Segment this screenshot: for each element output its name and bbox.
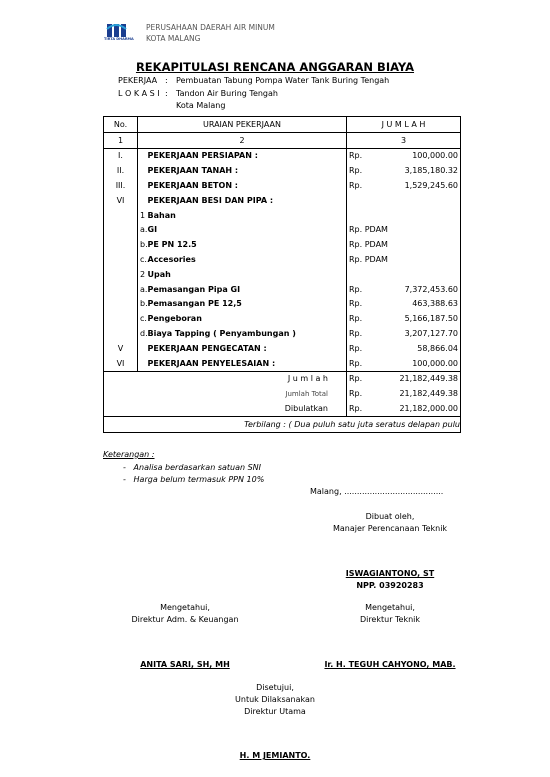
jumlah-total-row xyxy=(104,386,461,401)
row-no: II. xyxy=(104,163,138,178)
header-jumlah: J U M L A H xyxy=(347,117,461,133)
row-no: VI xyxy=(104,356,138,371)
col-number-2: 2 xyxy=(138,132,347,148)
row-rp: Rp. PDAM xyxy=(349,225,388,235)
header-uraian: URAIAN PEKERJAAN xyxy=(138,117,347,133)
row-rp: Rp. xyxy=(349,314,363,324)
row-no xyxy=(104,208,138,223)
notes-dash-1: - xyxy=(123,462,126,472)
row-amount xyxy=(375,193,461,208)
row-rp: Rp. xyxy=(349,284,363,294)
row-description: PEKERJAAN PENYELESAIAN : xyxy=(146,356,347,371)
table-row xyxy=(104,356,461,371)
row-rp xyxy=(347,267,375,282)
notes-item-1-text: Analisa berdasarkan satuan SNI xyxy=(133,462,262,472)
row-amount: 1,529,245.60 xyxy=(375,178,461,193)
row-no xyxy=(104,282,138,297)
untuk-dilaksanakan: Untuk Dilaksanakan xyxy=(235,695,315,704)
row-amount: 3,185,180.32 xyxy=(375,163,461,178)
row-no: V xyxy=(104,341,138,356)
company-name xyxy=(146,22,275,44)
table-row xyxy=(104,178,461,193)
row-rp xyxy=(347,193,375,208)
row-rp: Rp. PDAM xyxy=(349,255,388,265)
direktur-teknik-name: Ir. H. TEGUH CAHYONO, MAB. xyxy=(324,660,456,669)
document-title: REKAPITULASI RENCANA ANGGARAN BIAYA xyxy=(135,60,415,74)
dibulatkan-label: Dibulatkan xyxy=(146,401,347,416)
table-row xyxy=(104,193,461,208)
row-sub xyxy=(138,163,146,178)
company-logo xyxy=(104,23,134,45)
notes-item-1 xyxy=(103,462,264,475)
disetujui: Disetujui, xyxy=(256,683,294,692)
mengetahui-right: Mengetahui, xyxy=(365,603,415,612)
jumlah-rp: Rp. xyxy=(349,374,363,384)
row-sub xyxy=(138,193,146,208)
row-description: Bahan xyxy=(146,208,347,223)
dibulatkan-rp: Rp. xyxy=(347,401,375,416)
row-sub: b. xyxy=(140,299,148,309)
row-amount: 463,388.63 xyxy=(375,297,461,312)
manajer-npp: NPP. 03920283 xyxy=(356,581,424,590)
mengetahui-left: Mengetahui, xyxy=(160,603,210,612)
row-description: PEKERJAAN BETON : xyxy=(146,178,347,193)
dibulatkan-row xyxy=(104,401,461,416)
row-sub: d. xyxy=(140,329,148,339)
row-rp: Rp. xyxy=(349,166,363,176)
row-no: I. xyxy=(104,148,138,163)
jumlah-total-rp: Rp. xyxy=(349,389,363,399)
row-no xyxy=(104,237,138,252)
row-description: PEKERJAAN TANAH : xyxy=(146,163,347,178)
row-rp: Rp. xyxy=(349,358,363,368)
table-row xyxy=(104,208,461,223)
row-rp: Rp. PDAM xyxy=(349,240,388,250)
row-no xyxy=(104,297,138,312)
row-no xyxy=(104,311,138,326)
manajer-title: Manajer Perencanaan Teknik xyxy=(332,524,448,533)
dibulatkan-amount: 21,182,000.00 xyxy=(375,401,461,416)
table-row xyxy=(104,311,461,326)
row-amount xyxy=(375,267,461,282)
company-line2: KOTA MALANG xyxy=(146,34,201,43)
row-amount: 100,000.00 xyxy=(375,148,461,163)
row-sub: c. xyxy=(140,255,147,265)
col-number-1: 1 xyxy=(104,132,138,148)
row-sub xyxy=(138,178,146,193)
direktur-adm-name: ANITA SARI, SH, MH xyxy=(140,660,230,669)
row-rp: Rp. xyxy=(349,151,363,161)
dibuat-oleh: Dibuat oleh, xyxy=(365,512,415,521)
row-description: PEKERJAAN PERSIAPAN : xyxy=(146,148,347,163)
direktur-teknik-title: Direktur Teknik xyxy=(359,615,421,624)
row-sub: a. xyxy=(140,225,148,235)
lokasi-sep: : xyxy=(165,89,168,98)
table-row xyxy=(104,237,461,252)
row-amount: 5,166,187.50 xyxy=(375,311,461,326)
lokasi-city: Kota Malang xyxy=(176,101,226,110)
notes-dash-2: - xyxy=(123,475,126,484)
header-no: No. xyxy=(104,117,138,133)
row-sub xyxy=(138,341,146,356)
notes-title: Keterangan : xyxy=(103,450,155,459)
row-description: PEKERJAAN PENGECATAN : xyxy=(146,341,347,356)
row-description: PE PN 12.5 xyxy=(146,237,347,252)
row-sub xyxy=(138,356,146,371)
row-description: Upah xyxy=(146,267,347,282)
row-no xyxy=(104,267,138,282)
notes xyxy=(103,449,264,487)
col-number-3: 3 xyxy=(347,132,461,148)
row-sub: b. xyxy=(140,240,148,250)
row-description: PEKERJAAN BESI DAN PIPA : xyxy=(146,193,347,208)
jumlah-label: J u m l a h xyxy=(146,371,347,386)
row-rp xyxy=(347,208,375,223)
direktur-adm-title: Direktur Adm. & Keuangan xyxy=(131,615,239,624)
row-amount: 3,207,127.70 xyxy=(375,326,461,341)
row-rp: Rp. xyxy=(349,343,363,353)
row-description: Pemasangan PE 12,5 xyxy=(146,297,347,312)
terbilang-row xyxy=(104,416,461,432)
company-line1: PERUSAHAAN DAERAH AIR MINUM xyxy=(146,23,275,32)
row-no xyxy=(104,326,138,341)
table-row xyxy=(104,282,461,297)
table-row xyxy=(104,148,461,163)
pekerjaan-sep: : xyxy=(165,76,168,85)
logo-text: TIRTA DHARMA xyxy=(104,37,134,41)
table-number-row xyxy=(104,132,461,148)
jumlah-total-amount: 21,182,449.38 xyxy=(375,386,461,401)
table-row xyxy=(104,163,461,178)
lokasi-label: L O K A S I xyxy=(118,89,160,98)
table-row xyxy=(104,341,461,356)
table-row xyxy=(104,252,461,267)
row-rp: Rp. xyxy=(349,329,363,339)
table-row xyxy=(104,267,461,282)
row-amount: 7,372,453.60 xyxy=(375,282,461,297)
row-no: III. xyxy=(104,178,138,193)
row-sub xyxy=(138,148,146,163)
direktur-utama-name: H. M JEMIANTO. xyxy=(239,751,311,760)
row-description: GI xyxy=(146,223,347,238)
manajer-name: ISWAGIANTONO, ST xyxy=(345,569,435,578)
budget-table xyxy=(103,116,461,433)
table-row xyxy=(104,223,461,238)
terbilang-text: Terbilang : ( Dua puluh satu juta seratus delapan pulu xyxy=(104,416,461,432)
row-amount: 100,000.00 xyxy=(375,356,461,371)
pekerjaan-value: Pembuatan Tabung Pompa Water Tank Buring Tengah xyxy=(176,76,390,85)
pekerjaan-label: PEKERJAA xyxy=(118,76,158,85)
row-rp: Rp. xyxy=(349,181,363,191)
row-sub: 1 xyxy=(140,210,146,220)
row-amount: 58,866.04 xyxy=(375,341,461,356)
table-row xyxy=(104,297,461,312)
row-sub: 2 xyxy=(140,269,146,279)
lokasi-value: Tandon Air Buring Tengah xyxy=(176,89,278,98)
jumlah-total-label: Jumlah Total xyxy=(146,386,347,401)
place-date: Malang, ....................................... xyxy=(310,487,444,496)
row-no xyxy=(104,252,138,267)
jumlah-amount: 21,182,449.38 xyxy=(375,371,461,386)
row-description: Pengeboran xyxy=(146,311,347,326)
row-description: Biaya Tapping ( Penyambungan ) xyxy=(146,326,347,341)
row-description: Pemasangan Pipa GI xyxy=(146,282,347,297)
jumlah-row xyxy=(104,371,461,386)
row-rp: Rp. xyxy=(349,299,363,309)
notes-item-2 xyxy=(103,474,264,487)
row-no xyxy=(104,223,138,238)
row-sub: a. xyxy=(140,284,148,294)
table-header-row xyxy=(104,117,461,133)
notes-item-2-text: Harga belum termasuk PPN 10% xyxy=(133,475,265,484)
direktur-utama-title: Direktur Utama xyxy=(244,707,306,716)
row-amount xyxy=(375,208,461,223)
row-no: VI xyxy=(104,193,138,208)
table-row xyxy=(104,326,461,341)
row-sub: c. xyxy=(140,314,147,324)
row-description: Accesories xyxy=(146,252,347,267)
